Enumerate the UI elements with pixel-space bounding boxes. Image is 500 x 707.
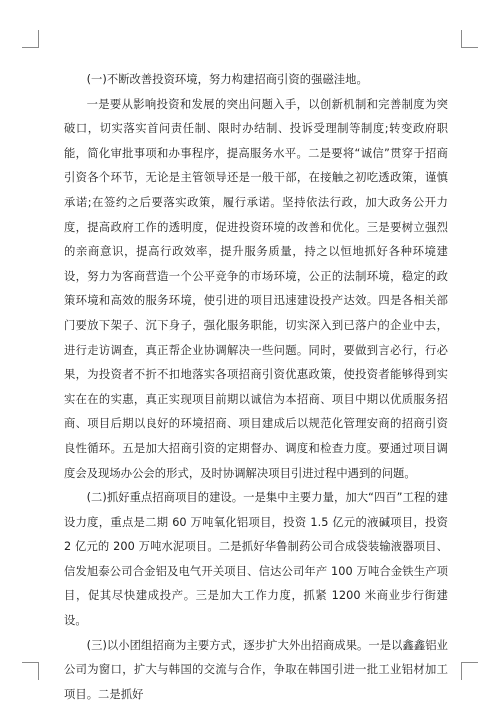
crop-mark-top-right-vertical — [461, 30, 462, 48]
section-heading-1: (一)不断改善投资环境，努力构建招商引资的强磁洼地。 — [86, 73, 368, 86]
crop-mark-bottom-right-horizontal — [461, 662, 478, 663]
crop-mark-bottom-right-vertical — [461, 662, 462, 680]
section-paragraph-2: (二)抓好重点招商项目的建设。一是集中主要力量，加大“四百”工程的建设力度，重点是二期 60 万吨氧化铝项目，投资 1.5 亿元的液碱项目，投资 2 亿元的 200 万吨水泥项目。二是抓好华鲁制药公司合成袋装输液器项目、信发旭泰公司合金铝及电气开关项目、信达公司年产 100 万吨合金铁生产项目，促其尽快建成投产。三是加大工作力度，抓紧 1200 米商业步行街建设。 — [64, 491, 448, 628]
crop-mark-top-left-horizontal — [22, 47, 39, 48]
paragraph-1: 一是要从影响投资和发展的突出问题入手，以创新机制和完善制度为突破口，切实落实首问责任制、限时办结制、投诉受理制等制度;转变政府职能，简化审批事项和办事程序，提高服务水平。二是要将“诚信”贯穿于招商引资各个环节，无论是主管领导还是一般干部，在接触之初吃透政策，谨慎承诺;在签约之后要落实政策，履行承诺。坚持依法行政，加大政务公开力度，提高政府工作的透明度，促进投资环境的改善和优化。三是要树立强烈的亲商意识，提高行政效率，提升服务质量，持之以恒地抓好各种环境建设，努力为客商营造一个公平竞争的市场环境，公正的法制环境，稳定的政策环境和高效的服务环境，使引进的项目迅速建设投产达效。四是各相关部门要放下架子、沉下身子，强化服务职能，切实深入到已落户的企业中去，进行走访调查，真正帮企业协调解决一些问题。同时，要做到言必行，行必果，为投资者不折不扣地落实各项招商引资优惠政策，使投资者能够得到实实在在的实惠，真正实现项目前期以诚信为本招商、项目中期以优质服务招商、项目后期以良好的环境招商、项目建成后以规范化管理安商的招商引资良性循环。五是加大招商引资的定期督办、调度和检查力度。要通过项目调度会及现场办公会的形式，及时协调解决项目引进过程中遇到的问题。 — [64, 97, 448, 480]
crop-mark-bottom-left-horizontal — [22, 662, 39, 663]
crop-mark-top-right-horizontal — [461, 47, 478, 48]
section-paragraph-3: (三)以小团组招商为主要方式，逐步扩大外出招商成果。一是以鑫鑫铝业公司为窗口，扩大与韩国的交流与合作，争取在韩国引进一批工业铝材加工项目。二是抓好 — [64, 638, 448, 701]
document-body — [64, 68, 448, 707]
crop-mark-top-left-vertical — [38, 30, 39, 48]
crop-mark-bottom-left-vertical — [38, 662, 39, 680]
